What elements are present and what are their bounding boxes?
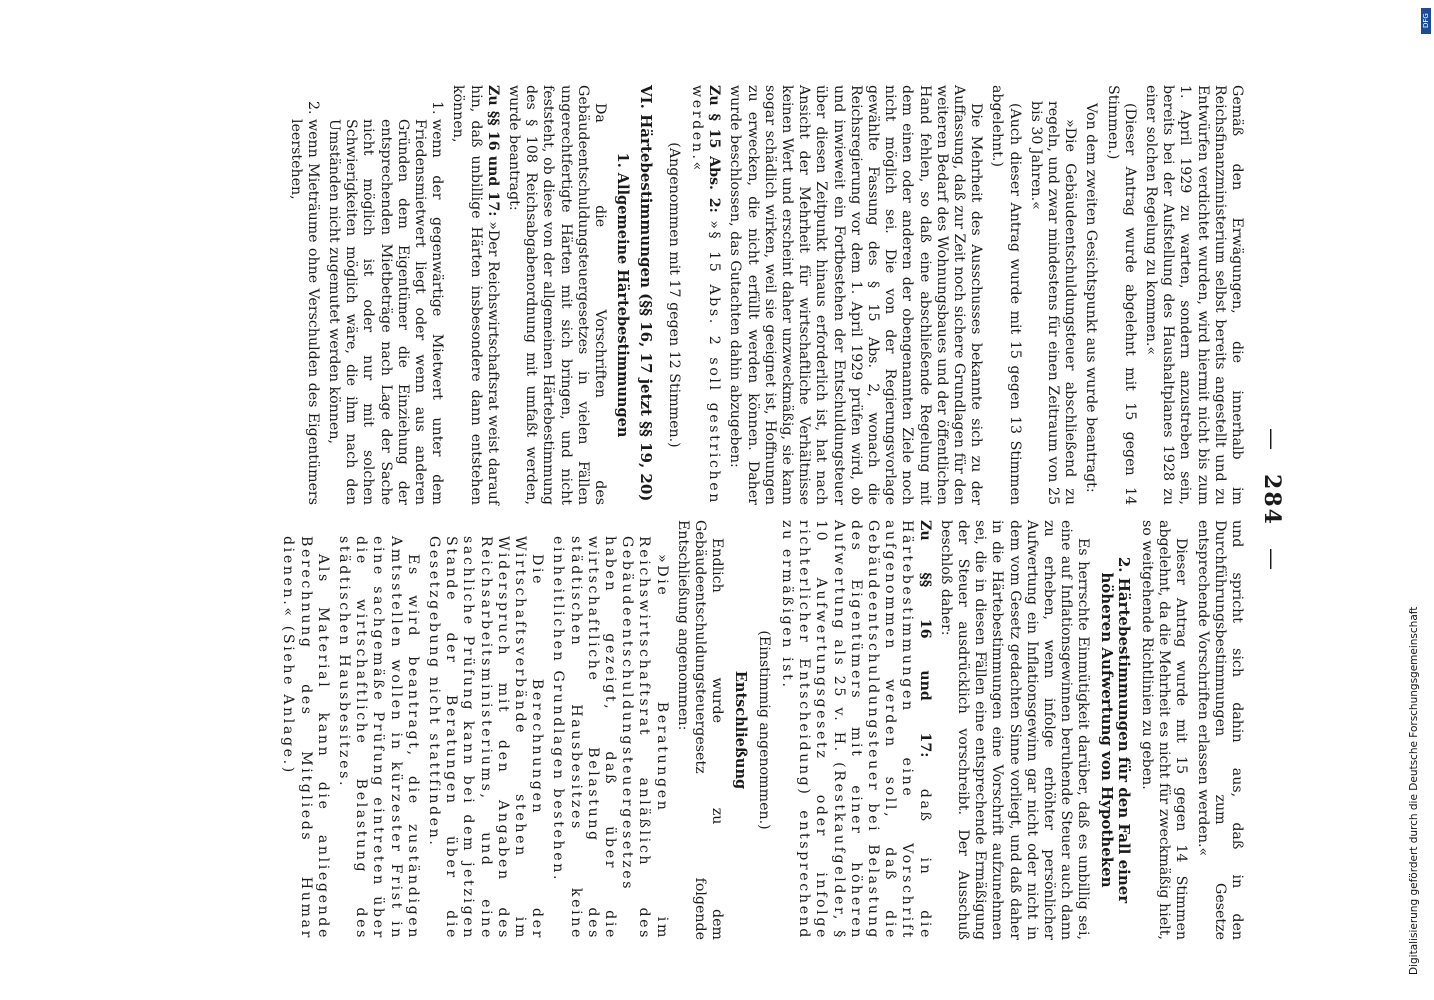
- paragraph: (Dieser Antrag wurde abgelehnt mit 15 gegen 14 Stimmen.): [1104, 85, 1138, 505]
- page-header: —284—: [1259, 428, 1285, 572]
- motion-text: »Der Reichswirtschaftsrat weist darauf hin, daß unbillige Härten insbesondere dann entstehen können,: [450, 85, 501, 506]
- paragraph: Die Mehrheit des Ausschusses bekannte sich zu der Auffassung, daß zur Zeit noch sichere Grundlagen für den weiteren Bedarf des Wohnungsbaues und der öffentlichen Hand fehlen, so daß eine abschließende Regelung mit dem einen oder anderen der obengenannten Ziele noch nicht möglich sei. Die von der Regierungsvorlage gewählte Fassung des § 15 Abs. 2, wonach die Reichsregierung vor dem 1. April 1929 prüfen wird, ob und inwieweit ein Fortbestehen der Entschuldungsteuer über diesen Zeitpunkt hinaus erforderlich ist, hat nach Ansicht der Mehrheit für wirtschaftliche Verhältnisse keinen Wert und erscheint daher unzweckmäßig, sie kann sogar schädlich wirken, weil sie geeignet ist, Hoffnungen zu erwecken, die nicht erfüllt werden können. Daher wurde beschlossen, das Gutachten dahin abzugeben:: [727, 85, 985, 505]
- subsection-heading: 1. Allgemeine Härtebestimmungen: [614, 152, 632, 438]
- resolution-text: »§ 15 Abs. 2 soll gestrichen werden.«: [688, 85, 723, 505]
- quote: Es wird beantragt, die zuständigen Amtsstellen wollen in kürzester Frist in eine sachgemäße Prüfung eintreten über die wirtschaftliche Belastung des städtischen Hausbesitzes.: [336, 536, 421, 940]
- vote-result: (Angenommen mit 17 gegen 12 Stimmen.): [665, 142, 682, 448]
- document-page: [80, 0, 1380, 1000]
- quote: »Die Gebäudeentschuldungsteuer abschließend zu regeln, und zwar mindestens für einen Zeitraum von 25 bis 30 Jahren.«: [1027, 101, 1079, 505]
- quote: »Die Beratungen im Reichswirtschaftsrat anläßlich des Gebäudeentschuldungsteuergesetzes haben gezeigt, daß über die wirtschaftliche Belastung des städtischen Hausbesitzes keine einheitlichen Grundlagen bestehen.: [550, 536, 670, 940]
- paragraph: Gemäß den Erwägungen, die innerhalb im Reichsfinanzministerium selbst bereits angestellt und zu Entwürfen verdichtet wurden, wird hiermit nicht bis zum 1. April 1929 zu warten, sondern anzustreben sein, bereits bei der Aufstellung des Haushaltplanes 1928 zu einer solchen Regelung zu kommen.«: [1142, 85, 1245, 505]
- paragraph: [449, 85, 501, 505]
- section-heading: VI. Härtebestimmungen (§§ 16, 17 jetzt §§ 19, 20): [637, 85, 656, 502]
- quote: Als Material kann die anliegende Berechnung des Mitglieds Humar dienen.« (Siehe Anlage.): [280, 536, 331, 940]
- funding-note: Digitalisierung gefördert durch die Deutsche Forschungsgemeinschaft: [1408, 606, 1420, 975]
- paragraph: Es herrschte Einmütigkeit darüber, daß es unbillig sei, eine auf Inflationsgewinnen beruhende Steuer auch dann zu erheben, wenn infolge erhöhter persönlicher Aufwertung ein Inflationsgewinn gar nicht oder nicht in dem vom Gesetz gedachten Sinne vorliegt, und daß daher in die Härtebestimmungen eine Vorschrift aufzunehmen sei, die in diesen Fällen eine entsprechende Ermäßigung der Steuer ausdrücklich vorschreibt. Der Ausschuß beschloß daher:: [937, 520, 1092, 940]
- page-number: 284: [1259, 474, 1285, 526]
- left-column: [282, 85, 1245, 505]
- section-heading: 2. Härtebestimmungen für den Fall einer höheren Aufwertung von Hypotheken: [1097, 556, 1133, 904]
- paragraph: Von dem zweiten Gesichtspunkt aus wurde beantragt:: [1083, 103, 1100, 493]
- paragraph: [778, 520, 933, 940]
- vote-result: (Einstimmig angenommen.): [755, 630, 772, 830]
- quote: Die Berechnungen der Wirtschaftsverbände stehen im Widerspruch mit den Angaben des Reichsarbeitsministeriums, und eine sachliche Prüfung kann bei dem jetzigen Stande der Beratungen über die Gesetzgebung nicht stattfinden.: [426, 536, 546, 940]
- section-reference: Zu § 15 Abs. 2:: [706, 85, 723, 213]
- paragraph: Da die Vorschriften des Gebäudeentschuldungsteuergesetzes in vielen Fällen ungerechtfertigte Härten mit sich bringen, und nicht feststeht, ob diese von der allgemeinen Härtebestimmung des § 108 Reichsabgabenordnung mit umfaßt werden, wurde beantragt:: [506, 85, 609, 505]
- list-item: 1. wenn der gegenwärtige Mietwert unter dem Friedensmietwert liegt oder wenn aus anderen Gründen dem Eigentümer die Einziehung der entsprechenden Mietbeträge nach Lage der Sache nicht möglich ist oder nur mit solchen Schwierigkeiten möglich wäre, die ihm nach den Umständen nicht zugemutet werden können,: [325, 119, 445, 505]
- paragraph: Endlich wurde zu dem Gebäudeentschuldungsteuergesetz folgende Entschließung angenommen:: [674, 520, 726, 940]
- paragraph: (Auch dieser Antrag wurde mit 15 gegen 13 Stimmen abgelehnt.): [989, 85, 1023, 505]
- paragraph: Dieser Antrag wurde mit 15 gegen 14 Stimmen abgelehnt, da die Mehrheit es nicht für zweckmäßig hielt, so weitgehende Richtlinien zu geben.: [1138, 520, 1190, 940]
- right-column: [275, 520, 1245, 940]
- paragraph: und spricht sich dahin aus, daß in den Durchführungsbestimmungen zum Gesetze entsprechende Vorschriften erlassen werden.«: [1194, 520, 1245, 940]
- section-reference: Zu §§ 16 und 17:: [484, 85, 501, 217]
- hardship-list: [286, 85, 445, 505]
- paragraph: [688, 85, 722, 505]
- resolution-text: daß in die Härtebestimmungen eine Vorschrift aufgenommen werden soll, daß die Gebäudeentschuldungsteuer bei Belastung des Eigentümers mit einer höheren Aufwertung als 25 v. H. (Restkaufgelder, § 10 Aufwertungsgesetz oder infolge richterlicher Entscheidung) entsprechend zu ermäßigen ist.: [778, 520, 933, 940]
- resolution-heading: Entschließung: [731, 670, 749, 790]
- dfg-logo: DFG: [1421, 8, 1431, 34]
- section-reference: Zu §§ 16 und 17:: [916, 520, 933, 758]
- list-item: 2. wenn Mieträume ohne Verschulden des Eigentümers leerstehen,: [286, 119, 320, 505]
